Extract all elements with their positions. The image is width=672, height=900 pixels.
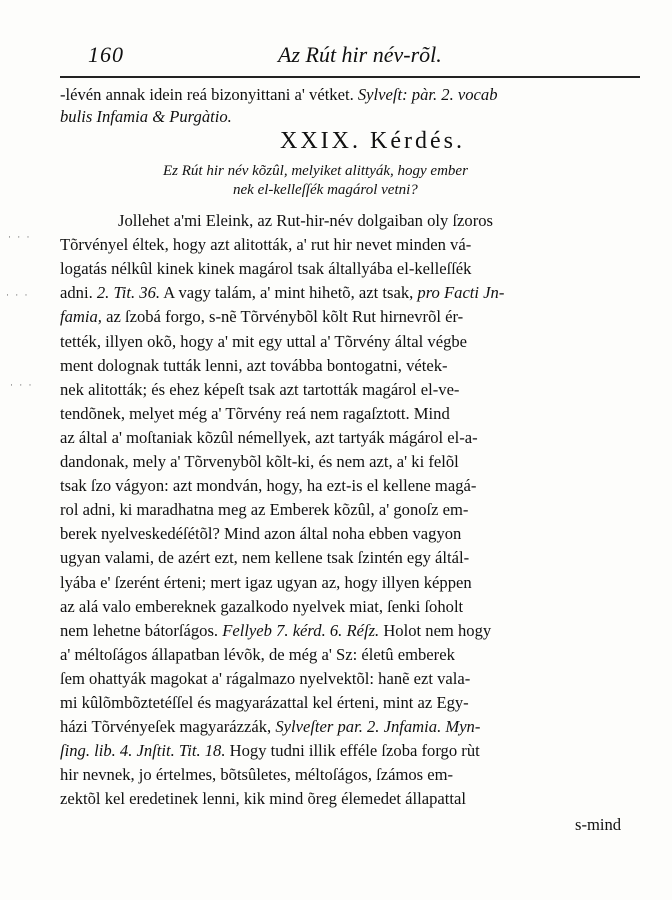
text-line <box>60 427 478 449</box>
roman-text: zektõl kel eredetinek lenni, kik mind õreg élemedet állapattal <box>60 789 466 809</box>
roman-text: adni. <box>60 283 97 303</box>
roman-text: -lévén annak idein reá bizonyittani a' vétket. <box>60 85 358 104</box>
text-line <box>60 788 466 810</box>
roman-text: nem lehetne bátorſágos. <box>60 620 223 640</box>
running-title: Az Rút hir név-rõl. <box>278 42 442 67</box>
question-line: Ez Rút hir név kõzûl, melyiket alittyák, hogy ember <box>163 163 468 179</box>
roman-text: Tõrvényel éltek, hogy azt alitották, a' rut hir nevet minden vá- <box>60 235 472 255</box>
roman-text: Hogy tudni illik efféle ſzoba forgo rùt <box>225 741 480 761</box>
roman-text: lyába e' ſzerént érteni; mert igaz ugyan az, hogy illyen képpen <box>60 572 472 592</box>
italic-text: Sylveſt: pàr. 2. vocab <box>357 85 498 104</box>
margin-bleed-mark: · · · <box>10 380 34 390</box>
roman-text: házi Tõrvényeſek magyarázzák, <box>60 717 276 737</box>
text-line <box>60 596 463 618</box>
text-line <box>60 572 472 594</box>
italic-text: pro Facti Jn- <box>417 283 505 303</box>
roman-text: a' méltoſágos állapatban lévõk, de még a' Sz: életû emberek <box>60 644 455 664</box>
text-line <box>60 234 471 256</box>
text-line <box>60 258 471 280</box>
text-line <box>60 620 491 642</box>
roman-text: dandonak, mely a' Tõrvenybõl kõlt-ki, és nem azt, a' ki felõl <box>60 452 459 471</box>
text-line <box>60 355 448 377</box>
roman-text: tették, illyen okõ, hogy a' mit egy uttal a' Tõrvény által végbe <box>60 331 468 351</box>
roman-text: ment dolognak tutták lenni, azt továbba bontogatni, vétek- <box>60 355 448 375</box>
text-line <box>118 210 493 232</box>
italic-text: Fellyeb 7. kérd. 6. Réſz. <box>222 620 380 640</box>
roman-text: A vagy talám, a' mint hihetõ, azt tsak, <box>160 283 418 303</box>
catchword: s-mind <box>575 815 622 834</box>
text-line <box>60 106 232 128</box>
page-header <box>88 40 568 72</box>
roman-text: mi kûlõmbõztetéſſel és magyarázattal kel érteni, mint az Egy- <box>60 693 469 712</box>
roman-text: ugyan valami, de azért ezt, nem kellene tsak ſzintén egy áltál- <box>60 548 470 568</box>
roman-text: az ſzobá forgo, s-nẽ Tõrvénybõl kõlt Rut hirnevrõl ér- <box>101 307 464 327</box>
italic-text: bulis Infamia & Purgàtio. <box>60 107 232 126</box>
italic-text: ſing. lib. 4. Jnſtit. Tit. 18. <box>60 741 226 761</box>
roman-text: az alá valo embereknek gazalkodo nyelvek miat, ſenki ſoholt <box>60 596 464 616</box>
text-line <box>60 475 476 497</box>
text-line <box>60 547 469 569</box>
roman-text: Holot nem hogy <box>379 620 492 640</box>
margin-bleed-mark: · · · <box>6 290 30 300</box>
text-line <box>60 379 459 401</box>
roman-text: logatás nélkûl kinek kinek magárol tsak általlyába el-kelleſſék <box>60 259 472 279</box>
header-rule <box>60 76 640 78</box>
text-line <box>60 692 469 714</box>
text-line <box>60 451 459 473</box>
text-line <box>60 764 453 786</box>
roman-text: nek alitották; és ehez képeſt tsak azt tartották magárol el-ve- <box>60 379 460 399</box>
text-line <box>60 403 450 425</box>
text-line <box>60 499 468 521</box>
text-line <box>60 716 480 738</box>
text-line <box>60 84 498 106</box>
roman-text: Jollehet a'mi Eleink, az Rut-hir-név dolgaiban oly ſzoros <box>118 211 493 230</box>
margin-bleed-mark: · · · <box>8 232 32 242</box>
roman-text: hir nevnek, jo értelmes, bõtsûletes, méltoſágos, ſzámos em- <box>60 765 454 785</box>
text-line <box>60 644 455 666</box>
text-line <box>60 668 470 690</box>
italic-text: 2. Tit. 36. <box>96 283 161 303</box>
roman-text: ſem ohattyák magokat a' rágalmazo nyelvektõl: hanẽ ezt vala- <box>60 668 471 688</box>
roman-text: az által a' moſtaniak kõzûl némellyek, azt tartyák mágárol el-a- <box>60 427 478 447</box>
question-heading: XXIX. Kérdés. <box>280 128 465 154</box>
text-line <box>60 331 467 353</box>
text-line <box>60 523 461 545</box>
page-number: 160 <box>88 42 124 67</box>
roman-text: tsak ſzo vágyon: azt mondván, hogy, ha ezt-is el kellene magá- <box>60 476 477 496</box>
text-line <box>60 282 504 304</box>
roman-text: rol adni, ki maradhatna meg az Emberek kõzûl, a' gonoſz em- <box>60 500 469 520</box>
question-line: nek el-kelleſſék magárol vetni? <box>233 182 418 198</box>
text-line <box>60 306 463 328</box>
roman-text: tendõnek, melyet még a' Tõrvény reá nem ragaſztott. Mind <box>60 403 450 423</box>
text-line <box>60 740 480 762</box>
italic-text: famia, <box>60 307 102 327</box>
italic-text: Sylveſter par. 2. Jnfamia. Myn- <box>275 717 481 737</box>
roman-text: berek nyelveskedéſétõl? Mind azon által noha ebben vagyon <box>60 524 462 544</box>
